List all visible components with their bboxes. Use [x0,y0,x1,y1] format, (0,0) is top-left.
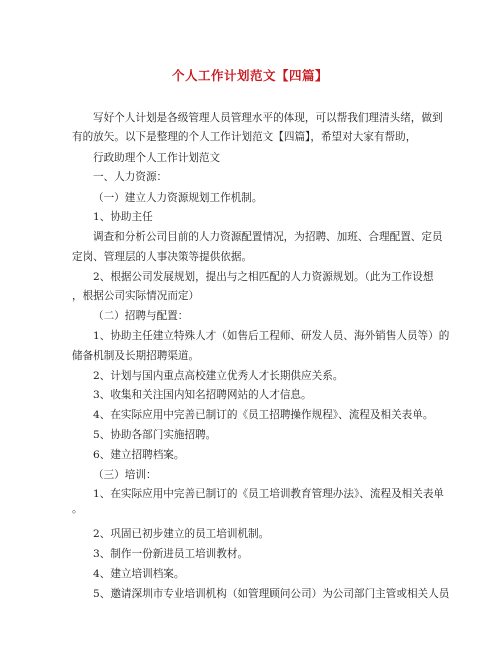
paragraph-line: （一）建立人力资源规划工作机制。 [93,192,263,204]
paragraph-line: 储备机制及长期招聘渠道。 [72,350,200,362]
paragraph-line: 3、制作一份新进员工培训教材。 [93,548,249,560]
paragraph-line: 。 [72,503,83,515]
paragraph-line: 一、人力资源： [93,171,168,183]
paragraph-line: 5、协助各部门实施招聘。 [93,429,217,441]
paragraph-line: 1、协助主任建立特殊人才（如售后工程师、研发人员、海外销售人员等）的 [93,330,450,342]
paragraph-line: （二）招聘与配置： [93,310,189,322]
paragraph-line: 1、协助主任 [93,211,153,223]
paragraph-line: 2、根据公司发展规划，提出与之相匹配的人力资源规划。（此为工作设想 [93,271,434,283]
paragraph-line: 调查和分析公司目前的人力资源配置情况，为招聘、加班、合理配置、定员 [93,231,443,243]
paragraph-line: 6、建立招聘档案。 [93,449,185,461]
paragraph-line: 定岗、管理层的人事决策等提供依据。 [72,251,253,263]
paragraph-line: 2、计划与国内重点高校建立优秀人才长期供应关系。 [93,370,344,382]
paragraph-line: 有的放矢。以下是整理的个人工作计划范文【四篇】，希望对大家有帮助， [72,131,417,143]
paragraph-line: 写好个人计划是各级管理人员管理水平的体现，可以帮我们理清头绪，做到 [93,112,443,124]
paragraph-line: 3、收集和关注国内知名招聘网站的人才信息。 [93,389,312,401]
paragraph-line: （三）培训： [93,469,157,481]
paragraph-line: 5、邀请深圳市专业培训机构（如管理顾问公司）为公司部门主管或相关人员 [93,588,450,600]
paragraph-line: ，根据公司实际情况而定） [72,290,200,302]
paragraph-line: 1、在实际应用中完善已制订的《员工培训教育管理办法》、流程及相关表单 [93,488,445,500]
paragraph-line: 行政助理个人工作计划范文 [93,152,221,164]
paragraph-line: 2、巩固已初步建立的员工培训机制。 [93,528,270,540]
paragraph-line: 4、建立培训档案。 [93,568,185,580]
paragraph-line: 4、在实际应用中完善已制订的《员工招聘操作规程》、流程及相关表单。 [93,409,434,421]
document-title: 个人工作计划范文【四篇】 [171,68,328,83]
